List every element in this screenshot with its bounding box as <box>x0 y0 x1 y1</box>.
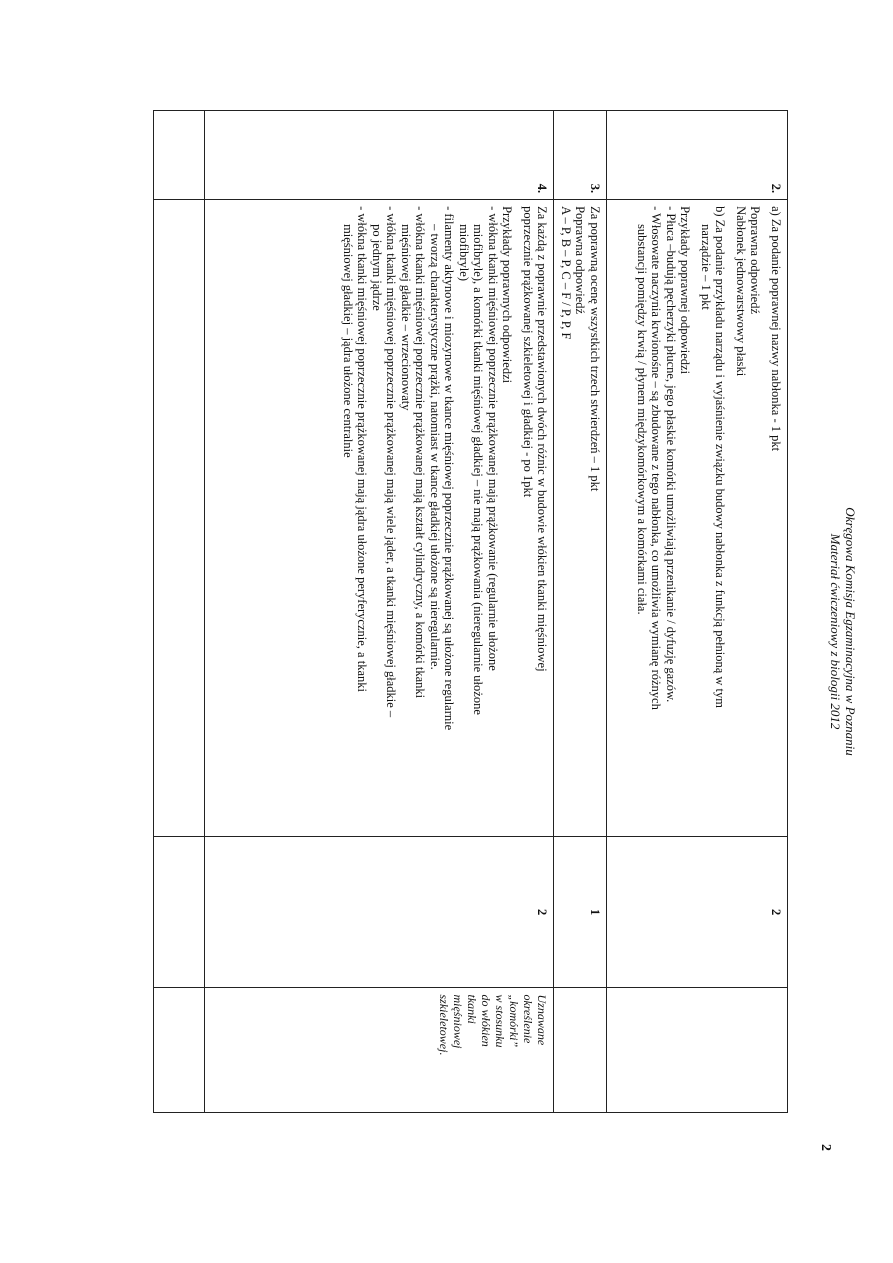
list-item-cont: miofibryle) <box>457 224 471 281</box>
task-2-b-heading: b) Za podanie przykładu narządu i wyjaśnienie związku budowy nabłonka z funkcją pełnioną w tym <box>713 206 728 708</box>
task-2-a-label: Poprawna odpowiedź <box>748 206 763 315</box>
list-item: - włókna tkanki mięśniowej poprzecznie prążkowanej mają kształt cylindryczny, a komórki tkanki <box>413 206 428 699</box>
list-item-cont: – tworzą charakterystyczne prążki, natomiast w tkance gładkiej ułożone są nieregularnie. <box>428 224 442 670</box>
list-item-cont: po jednym jądrze <box>370 224 384 311</box>
task-4-content <box>205 200 554 837</box>
task-2-a-heading: a) Za podanie poprawnej nazwy nabłonka - 1 pkt <box>769 206 783 452</box>
answer-key-table <box>154 110 789 1113</box>
remark-line: „komórki” <box>507 994 522 1048</box>
list-item: - włókna tkanki mięśniowej poprzecznie prążkowanej mają prążkowanie (regularnie ułożone <box>486 206 500 671</box>
task-remarks <box>205 988 554 1113</box>
page-header <box>828 0 858 1263</box>
task-remarks <box>607 988 788 1113</box>
task-points: 2 <box>607 836 788 988</box>
task-4-heading: Za każdą z poprawnie przedstawionych dwóch różnic w budowie włókien tkanki mięśniowej <box>535 206 550 672</box>
remark-line: w stosunku <box>493 994 508 1048</box>
remark-line: mięśniowej <box>451 994 466 1049</box>
table-row-task-4 <box>205 111 554 1113</box>
task-points: 1 <box>554 836 607 988</box>
list-item: - filamenty aktynowe i miozynowe w tkance mięśniowej poprzecznie prążkowanej są ułożone regularnie <box>442 206 457 731</box>
list-item-cont: miofibryle), a komórki tkanki mięśniowej gładkiej – nie mają prążkowania (nieregularnie ułożone <box>471 224 486 715</box>
task-3-heading: Za poprawną ocenę wszystkich trzech stwierdzeń – 1 pkt <box>588 206 602 492</box>
task-2-b-heading-cont: narządzie – 1 pkt <box>699 224 713 310</box>
task-4-examples <box>341 206 501 830</box>
task-number: 3. <box>554 111 607 200</box>
empty-cell <box>154 111 205 200</box>
list-item: - włókna tkanki mięśniowej poprzecznie prążkowanej mają wiele jąder, a tkanki mięśniowej gładkie – <box>384 206 399 718</box>
task-3-content <box>554 200 607 837</box>
table-row-task-2 <box>607 111 788 1113</box>
remark-line: Uznawane <box>535 994 550 1046</box>
page-number: 2 <box>818 1144 833 1151</box>
task-4-heading-cont: poprzecznie prążkowanej szkieletowej i gładkiej - po 1pkt <box>521 206 535 498</box>
task-points: 2 <box>205 836 554 988</box>
empty-cell <box>154 836 205 988</box>
task-number: 2. <box>607 111 788 200</box>
remark-line: do włókien <box>479 994 494 1047</box>
task-2-b-example-1: - Płuca –budują pęcherzyki płucne, jego płaskie komórki umożliwiają przenikanie / dyfuzję gazów. <box>664 206 678 703</box>
list-item-cont: mięśniowej gładkie – wrzecionowaty <box>399 224 413 411</box>
task-2-b-example-2-cont: substancji pomiędzy krwią / płynem międzykomórkowym a komórkami ciała. <box>635 224 649 615</box>
list-item-cont: mięśniowej gładkiej – jądra ułożone centralnie <box>341 224 355 458</box>
task-remarks <box>554 988 607 1113</box>
task-2-b-example-2: - Włosowate naczynia krwionośne – są zbudowane z tego nabłonka, co umożliwia wymianę różnych <box>649 206 664 710</box>
list-item: - włókna tkanki mięśniowej poprzecznie prążkowanej mają jądra ułożone peryferycznie, a tkanki <box>355 206 370 692</box>
remark-line: szkieletowej. <box>437 994 452 1056</box>
task-2-content <box>607 200 788 837</box>
empty-cell <box>154 988 205 1113</box>
task-3-answer: A – P, B – P, C – F / P, P, F <box>559 206 573 340</box>
empty-cell <box>154 200 205 837</box>
table-row-task-3 <box>554 111 607 1113</box>
header-line-2: Materiał ćwiczeniowy z biologii 2012 <box>828 533 843 730</box>
remark-line: określenie <box>521 994 536 1044</box>
task-4-label: Przykłady poprawnych odpowiedzi <box>500 206 515 384</box>
task-2-b-label: Przykłady poprawnej odpowiedzi <box>678 206 693 375</box>
task-3-label: Poprawna odpowiedź <box>573 206 588 315</box>
task-number: 4. <box>205 111 554 200</box>
header-line-1: Okręgowa Komisja Egzaminacyjna w Poznaniu <box>843 507 858 756</box>
table-row-empty <box>154 111 205 1113</box>
remark-line: tkanki <box>465 994 480 1024</box>
task-2-a-answer: Nabłonek jednowarstwowy płaski <box>734 206 748 377</box>
